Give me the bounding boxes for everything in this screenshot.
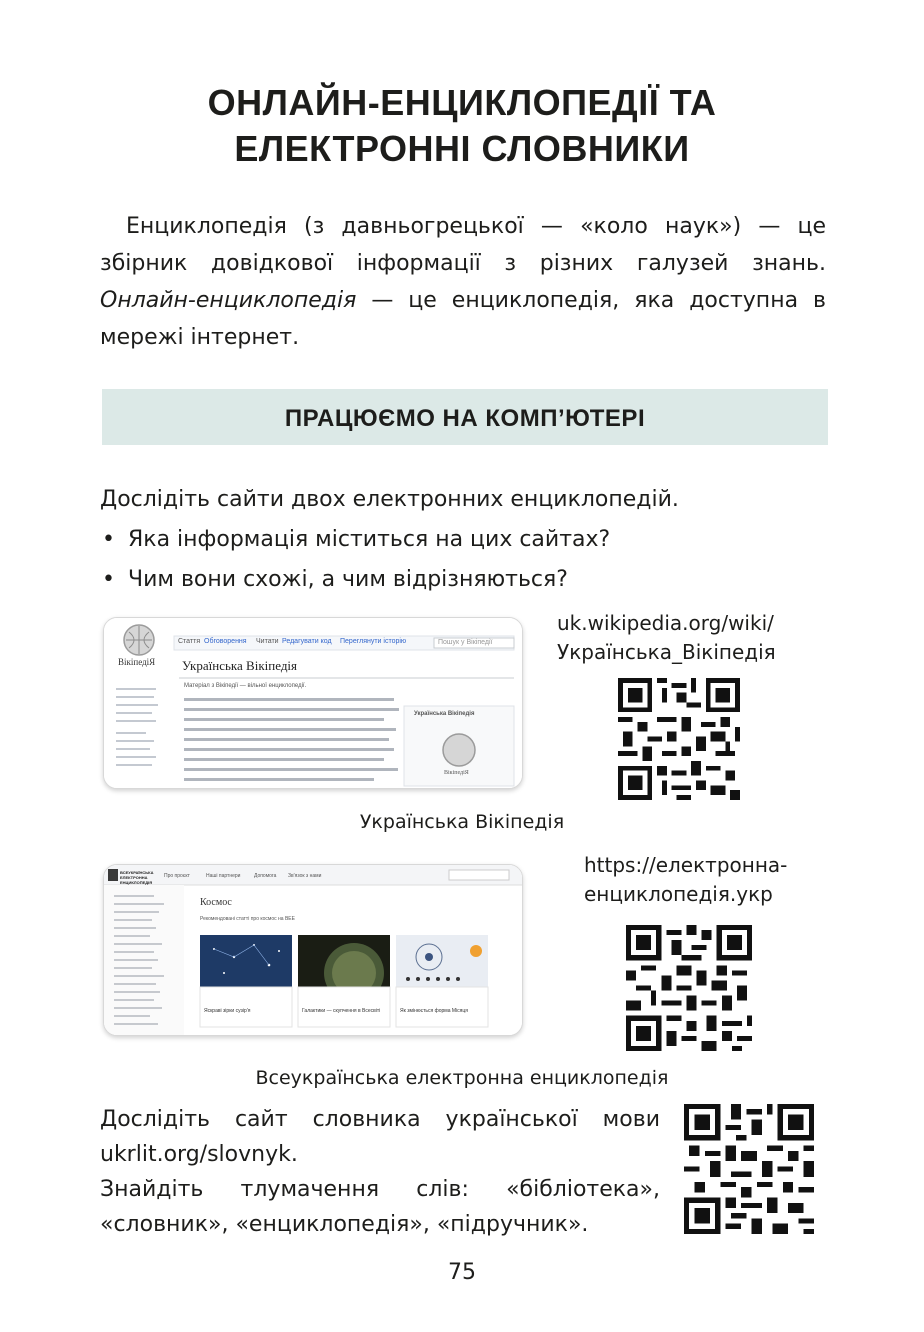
wikipedia-infobox-title: Українська Вікіпедія xyxy=(414,711,475,717)
dictionary-task-text-1: Дослідіть сайт словника української мови ukrlit.org/slovnyk. xyxy=(100,1107,660,1167)
vue-card-title[interactable]: Галактики — скупчення в Всесвіті xyxy=(302,1008,381,1014)
page-number: 75 xyxy=(448,1260,476,1285)
dictionary-task-text-2: Знайдіть тлумачення слів: «бібліотека», «словник», «енциклопедія», «підручник». xyxy=(100,1177,660,1237)
vue-caption: Всеукраїнська електронна енциклопедія xyxy=(255,1067,669,1089)
wikipedia-tab-history[interactable]: Переглянути історію xyxy=(340,638,407,645)
vue-card-title[interactable]: Яскраві зірки сузір'я xyxy=(204,1008,251,1014)
wikipedia-infobox-logo-text: ВікіпедіЯ xyxy=(444,770,469,776)
intro-part-1: Енциклопедія (з давньогрецької — «коло наук») — це збірник довідкової інформації з різних галузей знань. xyxy=(100,214,826,276)
vue-nav-item[interactable]: Зв'язок з нами xyxy=(288,873,322,879)
wikipedia-tab-discussion[interactable]: Обговорення xyxy=(204,638,247,645)
wikipedia-caption: Українська Вікіпедія xyxy=(359,811,565,833)
vue-url-line-2: енциклопедія.укр xyxy=(584,882,773,906)
wikipedia-tab-edit[interactable]: Редагувати код xyxy=(282,638,332,645)
vue-subheading: Рекомендовані статті про космос на ВЕЕ xyxy=(200,916,295,922)
wikipedia-article-title: Українська Вікіпедія xyxy=(182,658,298,673)
vue-header-logo[interactable]: ВСЕУКРАЇНСЬКА ЕЛЕКТРОННА ЕНЦИКЛОПЕДІЯ xyxy=(120,870,154,885)
wikipedia-tab-read[interactable]: Читати xyxy=(256,638,279,645)
wikipedia-article-subtitle: Матеріал з Вікіпедії — вільної енциклопедії. xyxy=(184,683,307,689)
intro-part-2: — це енциклопедія, яка доступна в мережі інтернет. xyxy=(100,288,826,350)
wikipedia-url[interactable] xyxy=(557,609,776,667)
page-title-line-1: ОНЛАЙН-ЕНЦИКЛОПЕДІЇ ТА xyxy=(207,82,717,123)
wikipedia-infobox-globe xyxy=(443,734,475,766)
vue-heading: Космос xyxy=(200,897,232,908)
vue-nav-item[interactable]: Наші партнери xyxy=(206,873,241,879)
vue-card-image-1 xyxy=(200,935,292,987)
page-title xyxy=(0,80,924,172)
section-banner xyxy=(102,389,828,445)
vue-nav-item[interactable]: Допомога xyxy=(254,873,277,879)
vue-nav-item[interactable]: Про проєкт xyxy=(164,873,190,879)
wikipedia-url-line-1: uk.wikipedia.org/wiki/ xyxy=(557,611,774,635)
vue-card-title[interactable]: Як змінюється форма Місяця xyxy=(400,1008,468,1014)
intro-term: Онлайн-енциклопедія xyxy=(100,288,357,313)
wikipedia-logo-text: ВікіпедіЯ xyxy=(118,657,156,667)
vue-url[interactable] xyxy=(584,851,787,909)
wikipedia-tab-article[interactable]: Стаття xyxy=(178,638,201,645)
task-lead: Дослідіть сайти двох електронних енциклопедій. xyxy=(100,487,679,512)
vue-url-line-1: https://електронна- xyxy=(584,853,788,877)
intro-paragraph xyxy=(100,208,826,356)
wikipedia-search-input[interactable]: Пошук у Вікіпедії xyxy=(438,639,493,646)
vue-screenshot xyxy=(103,864,523,1036)
wikipedia-screenshot xyxy=(103,617,523,789)
task-bullet-list xyxy=(100,520,840,600)
wikipedia-url-line-2: Українська_Вікіпедія xyxy=(557,640,776,664)
task-bullet: • Яка інформація міститься на цих сайтах? xyxy=(100,520,840,560)
task-block xyxy=(100,480,840,600)
page-title-line-2: ЕЛЕКТРОННІ СЛОВНИКИ xyxy=(234,128,690,169)
task-bullet: • Чим вони схожі, а чим відрізняються? xyxy=(100,560,840,600)
wikipedia-qr-code xyxy=(618,678,740,800)
vue-qr-code xyxy=(626,925,752,1051)
dictionary-qr-code xyxy=(684,1104,814,1234)
section-banner-label: ПРАЦЮЄМО НА КОМП’ЮТЕРІ xyxy=(284,405,646,432)
dictionary-task xyxy=(100,1102,660,1242)
